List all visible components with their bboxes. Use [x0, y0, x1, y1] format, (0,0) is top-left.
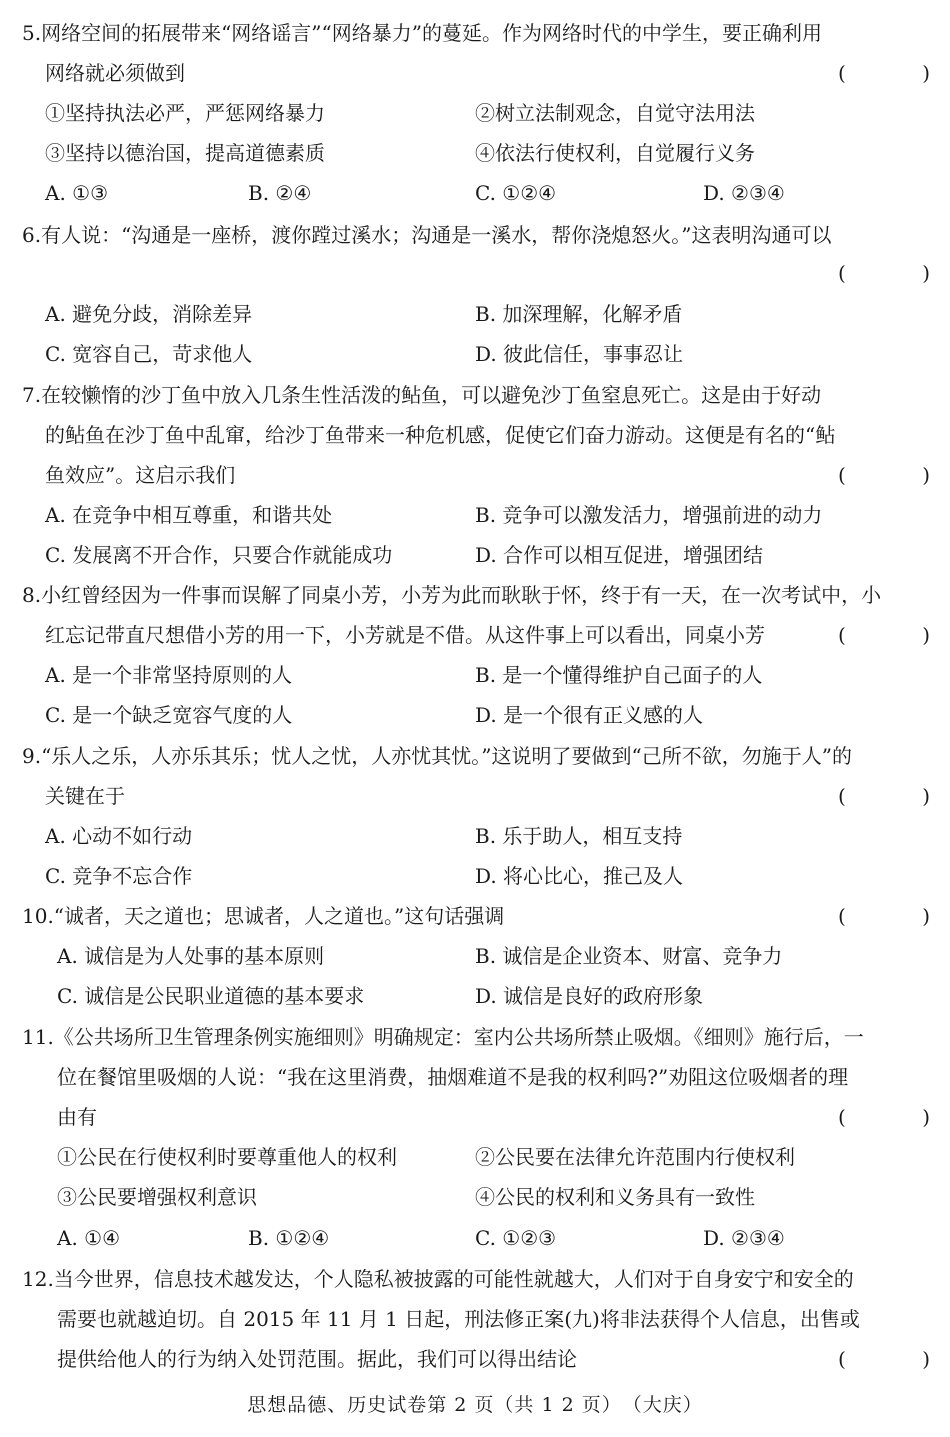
q6-stem-line-1: 6.有人说：“沟通是一座桥，渡你蹚过溪水；沟通是一溪水，帮你浇熄怒火。”这表明沟通可以 [22, 223, 832, 247]
q5-answer-blank: ( ) [838, 61, 930, 85]
q6-option-d: D. 彼此信任，事事忍让 [475, 342, 684, 366]
q5-statement-1: ①坚持执法必严，严惩网络暴力 [45, 101, 325, 125]
q7-stem-line-2: 的鲇鱼在沙丁鱼中乱窜，给沙丁鱼带来一种危机感，促使它们奋力游动。这便是有名的“鲇 [45, 423, 836, 447]
q11-statement-4: ④公民的权利和义务具有一致性 [475, 1185, 755, 1209]
q12-stem-line-2: 需要也就越迫切。自 2015 年 11 月 1 日起，刑法修正案(九)将非法获得个人信息，出售或 [57, 1307, 860, 1331]
q10-stem-line-1: 10.“诚者，天之道也；思诚者，人之道也。”这句话强调 [22, 904, 505, 928]
q5-statement-4: ④依法行使权利，自觉履行义务 [475, 141, 755, 165]
q5-option-c: C. ①②④ [475, 181, 557, 205]
q7-option-b: B. 竞争可以激发活力，增强前进的动力 [475, 503, 823, 527]
q11-option-d: D. ②③④ [703, 1226, 785, 1250]
q12-answer-blank: ( ) [838, 1347, 930, 1371]
q10-option-d: D. 诚信是良好的政府形象 [475, 984, 704, 1008]
q8-stem-line-1: 8.小红曾经因为一件事而误解了同桌小芳，小芳为此而耿耿于怀，终于有一天，在一次考试中，小 [22, 583, 882, 607]
q11-option-b: B. ①②④ [248, 1226, 330, 1250]
q8-option-d: D. 是一个很有正义感的人 [475, 703, 704, 727]
q7-answer-blank: ( ) [838, 463, 930, 487]
q7-option-c: C. 发展离不开合作，只要合作就能成功 [45, 543, 393, 567]
q11-option-a: A. ①④ [57, 1226, 121, 1250]
q11-answer-blank: ( ) [838, 1105, 930, 1129]
page-footer: 思想品德、历史试卷第 2 页（共 1 2 页） （大庆） [247, 1394, 703, 1416]
q9-stem-line-2: 关键在于 [45, 784, 125, 808]
q8-stem-line-2: 红忘记带直尺想借小芳的用一下，小芳就是不借。从这件事上可以看出，同桌小芳 [45, 623, 765, 647]
q5-option-d: D. ②③④ [703, 181, 785, 205]
q8-answer-blank: ( ) [838, 623, 930, 647]
q11-statement-1: ①公民在行使权利时要尊重他人的权利 [57, 1145, 397, 1169]
q6-option-a: A. 避免分歧，消除差异 [45, 302, 253, 326]
q5-stem-line-2: 网络就必须做到 [45, 61, 185, 85]
q10-option-b: B. 诚信是企业资本、财富、竞争力 [475, 944, 783, 968]
q8-option-b: B. 是一个懂得维护自己面子的人 [475, 663, 763, 687]
q6-answer-blank: ( ) [838, 261, 930, 285]
q7-stem-line-1: 7.在较懒惰的沙丁鱼中放入几条生性活泼的鲇鱼，可以避免沙丁鱼窒息死亡。这是由于好动 [22, 383, 822, 407]
q5-option-b: B. ②④ [248, 181, 312, 205]
q9-option-a: A. 心动不如行动 [45, 824, 193, 848]
q12-stem-line-1: 12.当今世界，信息技术越发达，个人隐私被披露的可能性就越大，人们对于自身安宁和安全的 [22, 1267, 854, 1291]
q8-option-a: A. 是一个非常坚持原则的人 [45, 663, 293, 687]
q11-stem-line-3: 由有 [57, 1105, 97, 1129]
q7-option-a: A. 在竞争中相互尊重，和谐共处 [45, 503, 333, 527]
q11-statement-3: ③公民要增强权利意识 [57, 1185, 257, 1209]
q7-stem-line-3: 鱼效应”。这启示我们 [45, 463, 236, 487]
q10-answer-blank: ( ) [838, 904, 930, 928]
q12-stem-line-3: 提供给他人的行为纳入处罚范围。据此，我们可以得出结论 [57, 1347, 577, 1371]
q6-option-b: B. 加深理解，化解矛盾 [475, 302, 683, 326]
q9-option-c: C. 竞争不忘合作 [45, 864, 193, 888]
q7-option-d: D. 合作可以相互促进，增强团结 [475, 543, 764, 567]
q11-stem-line-1: 11.《公共场所卫生管理条例实施细则》明确规定：室内公共场所禁止吸烟。《细则》施行后，一 [22, 1025, 864, 1049]
q8-option-c: C. 是一个缺乏宽容气度的人 [45, 703, 293, 727]
q9-answer-blank: ( ) [838, 784, 930, 808]
q5-statement-2: ②树立法制观念，自觉守法用法 [475, 101, 755, 125]
q11-statement-2: ②公民要在法律允许范围内行使权利 [475, 1145, 795, 1169]
q6-option-c: C. 宽容自己，苛求他人 [45, 342, 253, 366]
q5-stem-line-1: 5.网络空间的拓展带来“网络谣言”“网络暴力”的蔓延。作为网络时代的中学生，要正确利用 [22, 21, 822, 45]
q10-option-c: C. 诚信是公民职业道德的基本要求 [57, 984, 365, 1008]
q5-statement-3: ③坚持以德治国，提高道德素质 [45, 141, 325, 165]
q5-option-a: A. ①③ [45, 181, 109, 205]
q9-option-b: B. 乐于助人，相互支持 [475, 824, 683, 848]
q11-stem-line-2: 位在餐馆里吸烟的人说：“我在这里消费，抽烟难道不是我的权利吗?”劝阻这位吸烟者的理 [57, 1065, 849, 1089]
q9-stem-line-1: 9.“乐人之乐，人亦乐其乐；忧人之忧，人亦忧其忧。”这说明了要做到“己所不欲，勿施于人”的 [22, 744, 852, 768]
q9-option-d: D. 将心比心，推己及人 [475, 864, 684, 888]
q11-option-c: C. ①②③ [475, 1226, 557, 1250]
q10-option-a: A. 诚信是为人处事的基本原则 [57, 944, 325, 968]
